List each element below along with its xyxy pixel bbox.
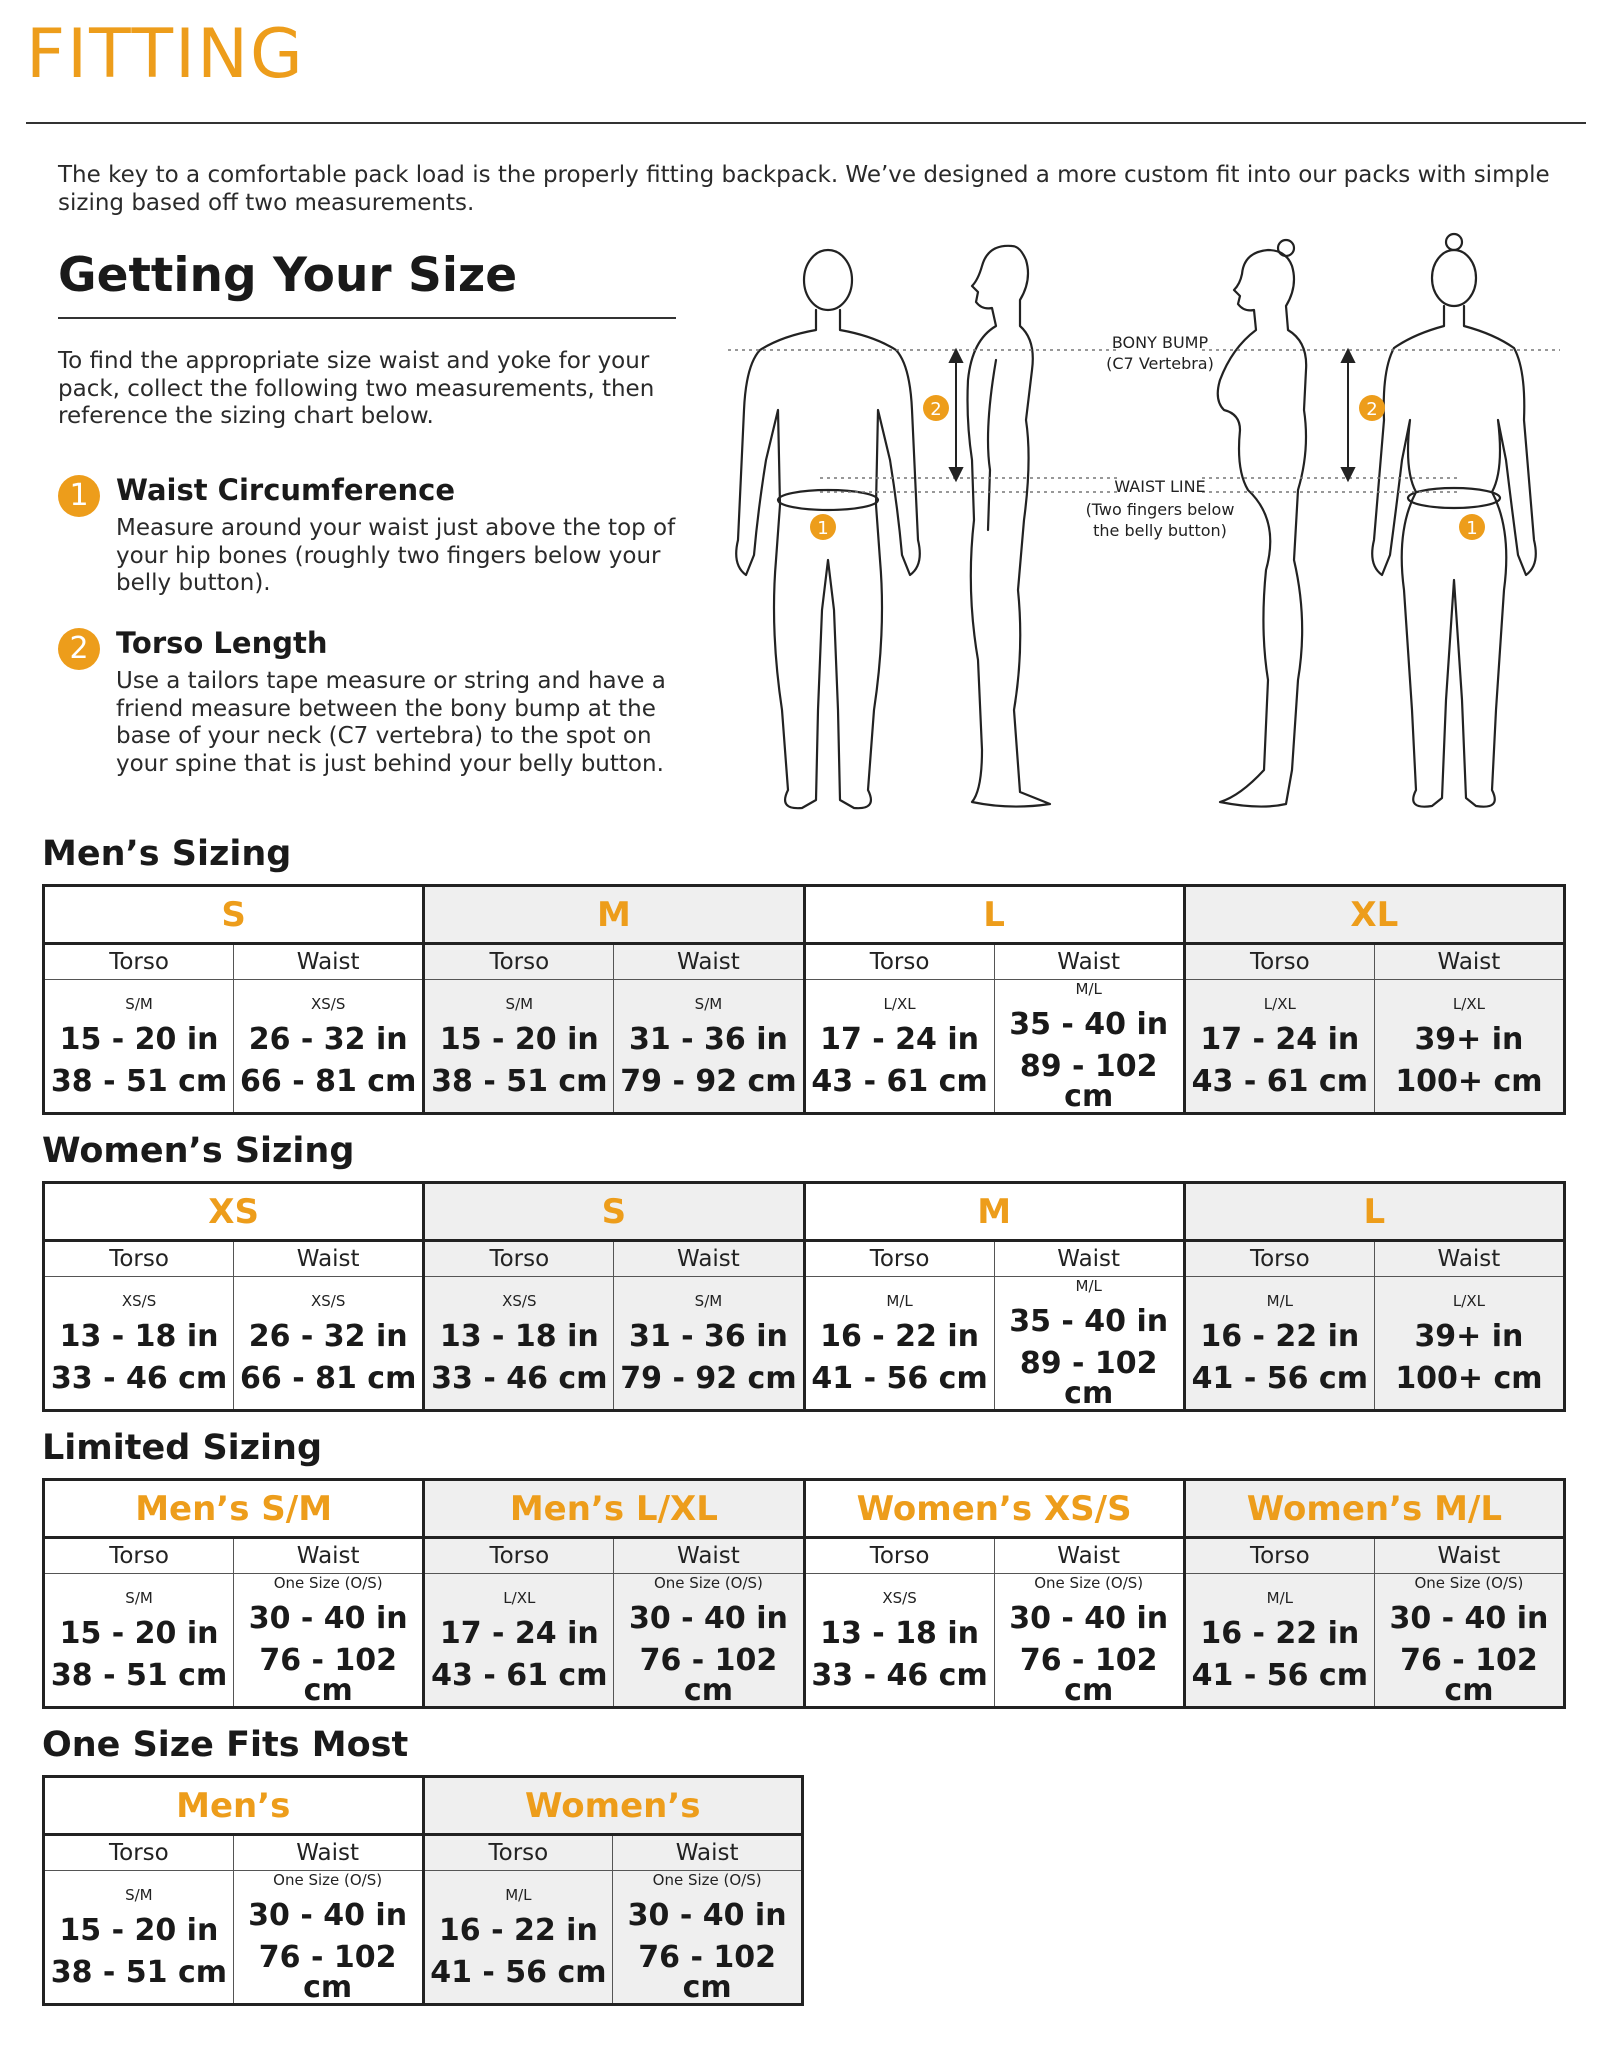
waist-cell: One Size (O/S) 30 - 40 in 76 - 102 cm (234, 1574, 424, 1708)
waist-cell: XS/S 26 - 32 in 66 - 81 cm (234, 1277, 424, 1411)
size-header: Women’s XS/S (804, 1480, 1184, 1538)
torso-column-label: Torso (1184, 1538, 1374, 1574)
torso-cell: XS/S 13 - 18 in 33 - 46 cm (804, 1574, 994, 1708)
size-header: S (424, 1183, 804, 1241)
page-title: FITTING (26, 15, 305, 94)
size-header: Men’s S/M (44, 1480, 424, 1538)
womens-sizing-heading: Women’s Sizing (42, 1131, 355, 1171)
womens-sizing-table (42, 1181, 1566, 1412)
bony-bump-sublabel: (C7 Vertebra) (1106, 354, 1214, 373)
torso-cell: M/L 16 - 22 in 41 - 56 cm (1184, 1574, 1374, 1708)
waist-column-label: Waist (233, 1835, 423, 1871)
step-description: Measure around your waist just above the top of your hip bones (roughly two fingers below your belly button). (116, 515, 676, 597)
torso-cell: S/M 15 - 20 in 38 - 51 cm (44, 1871, 234, 2005)
torso-column-label: Torso (804, 944, 994, 980)
size-header: Women’s (423, 1777, 803, 1835)
svg-text:2: 2 (930, 399, 942, 420)
marker-2-icon (923, 395, 949, 421)
size-header: L (1184, 1183, 1564, 1241)
step-number-badge: 2 (58, 628, 100, 670)
waist-cell: M/L 35 - 40 in 89 - 102 cm (994, 980, 1184, 1114)
size-header: S (44, 886, 424, 944)
waist-column-label: Waist (614, 1241, 804, 1277)
waist-column-label: Waist (1374, 1241, 1564, 1277)
female-side-figure (1218, 240, 1306, 807)
waist-cell: One Size (O/S) 30 - 40 in 76 - 102 cm (613, 1871, 803, 2005)
waist-column-label: Waist (994, 1538, 1184, 1574)
marker-2-icon (1359, 395, 1385, 421)
waist-column-label: Waist (234, 944, 424, 980)
size-header: XS (44, 1183, 424, 1241)
heading-divider (58, 317, 676, 319)
limited-sizing-heading: Limited Sizing (42, 1428, 323, 1468)
torso-cell: L/XL 17 - 24 in 43 - 61 cm (424, 1574, 614, 1708)
size-header: M (804, 1183, 1184, 1241)
marker-1-icon (810, 514, 836, 540)
torso-cell: M/L 16 - 22 in 41 - 56 cm (1184, 1277, 1374, 1411)
waist-cell: S/M 31 - 36 in 79 - 92 cm (614, 1277, 804, 1411)
waist-cell: One Size (O/S) 30 - 40 in 76 - 102 cm (614, 1574, 804, 1708)
torso-cell: S/M 15 - 20 in 38 - 51 cm (44, 980, 234, 1114)
waist-column-label: Waist (613, 1835, 803, 1871)
torso-cell: M/L 16 - 22 in 41 - 56 cm (804, 1277, 994, 1411)
title-divider (26, 122, 1586, 124)
torso-cell: L/XL 17 - 24 in 43 - 61 cm (804, 980, 994, 1114)
torso-column-label: Torso (804, 1538, 994, 1574)
torso-column-label: Torso (1184, 944, 1374, 980)
torso-column-label: Torso (804, 1241, 994, 1277)
torso-cell: L/XL 17 - 24 in 43 - 61 cm (1184, 980, 1374, 1114)
step-number-badge: 1 (58, 475, 100, 517)
waist-column-label: Waist (234, 1241, 424, 1277)
mens-sizing-table (42, 884, 1566, 1115)
waist-cell: XS/S 26 - 32 in 66 - 81 cm (234, 980, 424, 1114)
torso-column-label: Torso (424, 1241, 614, 1277)
waist-column-label: Waist (994, 1241, 1184, 1277)
intro-text: The key to a comfortable pack load is the properly fitting backpack. We’ve designed a more custom fit into our packs with simple sizing based off two measurements. (58, 162, 1550, 216)
waist-cell: One Size (O/S) 30 - 40 in 76 - 102 cm (994, 1574, 1184, 1708)
waist-column-label: Waist (614, 944, 804, 980)
one-size-table (42, 1775, 804, 2006)
size-header: M (424, 886, 804, 944)
torso-column-label: Torso (423, 1835, 613, 1871)
torso-column-label: Torso (44, 944, 234, 980)
waist-column-label: Waist (614, 1538, 804, 1574)
torso-column-label: Torso (424, 1538, 614, 1574)
one-size-heading: One Size Fits Most (42, 1725, 409, 1765)
bony-bump-label: BONY BUMP (1111, 333, 1209, 352)
waist-cell: M/L 35 - 40 in 89 - 102 cm (994, 1277, 1184, 1411)
waist-column-label: Waist (994, 944, 1184, 980)
waist-cell: One Size (O/S) 30 - 40 in 76 - 102 cm (233, 1871, 423, 2005)
body-measurement-diagram (720, 230, 1560, 810)
torso-cell: XS/S 13 - 18 in 33 - 46 cm (424, 1277, 614, 1411)
female-front-figure (1372, 234, 1536, 807)
waist-column-label: Waist (1374, 944, 1564, 980)
getting-size-heading: Getting Your Size (58, 248, 518, 303)
waist-line-sublabel: the belly button) (1093, 521, 1227, 540)
size-header: XL (1184, 886, 1564, 944)
torso-column-label: Torso (44, 1538, 234, 1574)
waist-line-sublabel: (Two fingers below (1085, 500, 1235, 519)
torso-cell: S/M 15 - 20 in 38 - 51 cm (424, 980, 614, 1114)
torso-column-label: Torso (44, 1241, 234, 1277)
svg-text:2: 2 (1366, 399, 1378, 420)
torso-column-label: Torso (1184, 1241, 1374, 1277)
step-title: Torso Length (116, 626, 328, 660)
torso-column-label: Torso (424, 944, 614, 980)
size-header: Men’s L/XL (424, 1480, 804, 1538)
torso-cell: S/M 15 - 20 in 38 - 51 cm (44, 1574, 234, 1708)
waist-cell: One Size (O/S) 30 - 40 in 76 - 102 cm (1374, 1574, 1564, 1708)
mens-sizing-heading: Men’s Sizing (42, 834, 292, 874)
waist-cell: L/XL 39+ in 100+ cm (1374, 980, 1564, 1114)
getting-size-text: To find the appropriate size waist and yoke for your pack, collect the following two measurements, then reference the sizing chart below. (58, 348, 655, 430)
step-title: Waist Circumference (116, 473, 456, 507)
size-header: Men’s (44, 1777, 424, 1835)
step-description: Use a tailors tape measure or string and have a friend measure between the bony bump at the base of your neck (C7 vertebra) to the spot on your spine that is just behind your belly button. (116, 668, 666, 777)
torso-column-label: Torso (44, 1835, 234, 1871)
waist-cell: L/XL 39+ in 100+ cm (1374, 1277, 1564, 1411)
torso-cell: M/L 16 - 22 in 41 - 56 cm (423, 1871, 613, 2005)
torso-cell: XS/S 13 - 18 in 33 - 46 cm (44, 1277, 234, 1411)
svg-text:1: 1 (1466, 518, 1478, 539)
male-side-figure (968, 246, 1051, 807)
size-header: Women’s M/L (1184, 1480, 1564, 1538)
waist-column-label: Waist (1374, 1538, 1564, 1574)
svg-text:1: 1 (817, 518, 829, 539)
marker-1-icon (1459, 514, 1485, 540)
size-header: L (804, 886, 1184, 944)
limited-sizing-table (42, 1478, 1566, 1709)
waist-line-label: WAIST LINE (1114, 477, 1206, 496)
waist-column-label: Waist (234, 1538, 424, 1574)
waist-cell: S/M 31 - 36 in 79 - 92 cm (614, 980, 804, 1114)
